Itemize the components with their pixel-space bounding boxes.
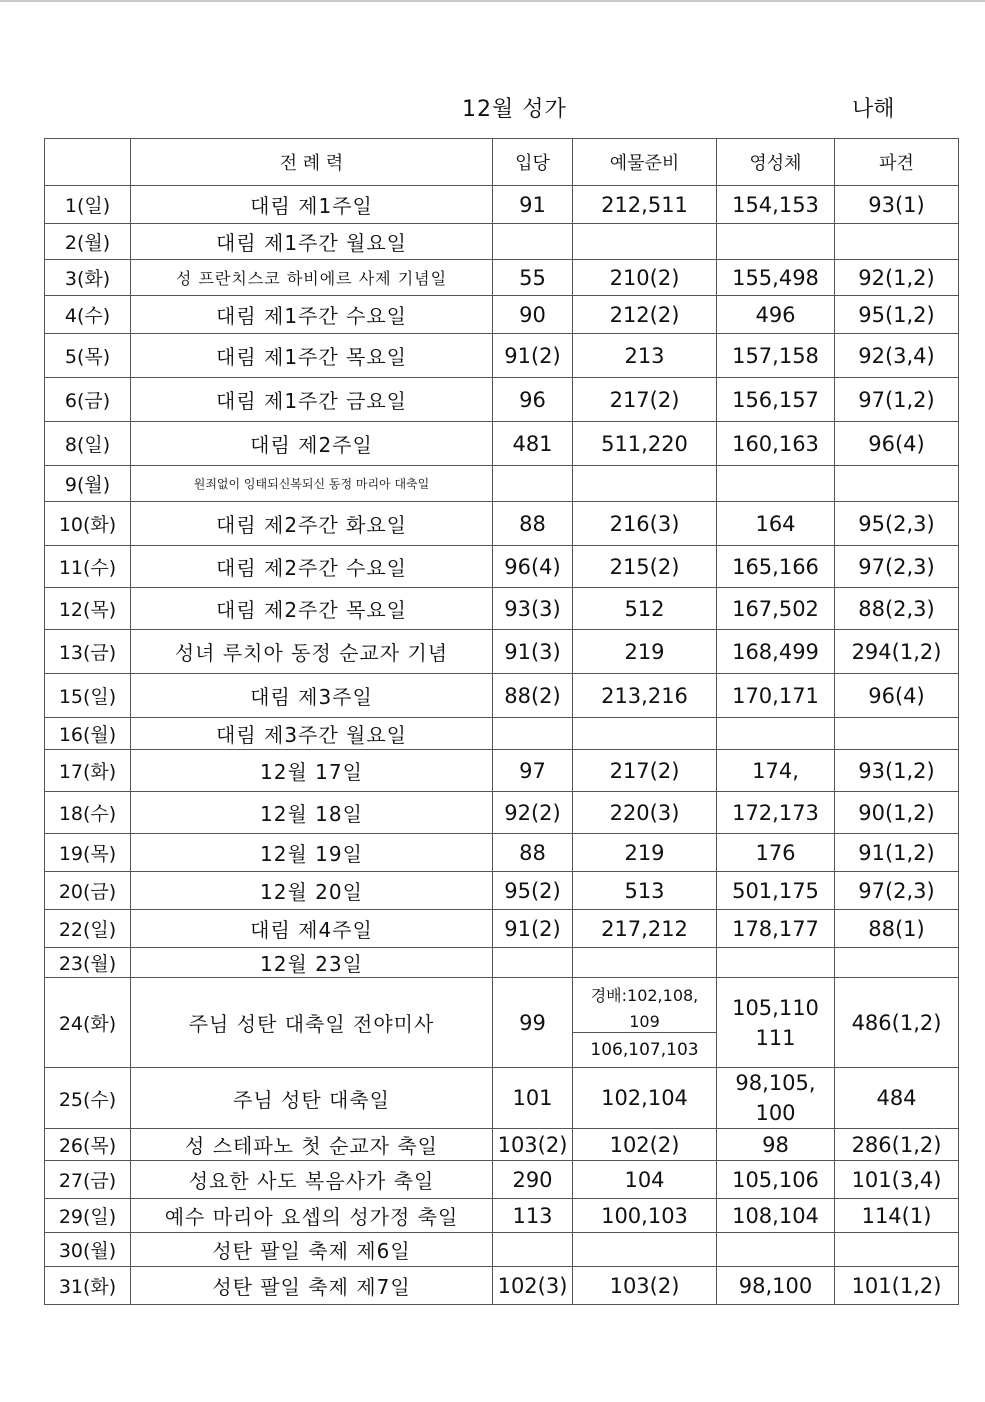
table-row — [45, 1068, 959, 1129]
recessional-cell — [835, 466, 959, 502]
entrance-cell: 101 — [493, 1068, 573, 1129]
offertory-secondary-text: 106,107,103 — [590, 1039, 699, 1060]
liturgy-cell: 12월 18일 — [131, 792, 493, 834]
table-row — [45, 1233, 959, 1267]
liturgy-cell: 성탄 팔일 축제 제6일 — [131, 1233, 493, 1267]
table-row — [45, 978, 959, 1068]
communion-cell — [717, 718, 835, 750]
day-cell: 18(수) — [45, 792, 131, 834]
recessional-cell — [835, 718, 959, 750]
day-cell: 4(수) — [45, 296, 131, 334]
communion-cell — [717, 1233, 835, 1267]
table-row — [45, 630, 959, 674]
recessional-cell: 90(1,2) — [835, 792, 959, 834]
day-cell: 8(일) — [45, 422, 131, 466]
recessional-cell: 93(1) — [835, 186, 959, 224]
day-cell: 29(일) — [45, 1199, 131, 1233]
table-row — [45, 1267, 959, 1305]
offertory-cell: 215(2) — [573, 546, 717, 588]
table-row — [45, 948, 959, 978]
recessional-cell: 96(4) — [835, 674, 959, 718]
offertory-cell — [573, 224, 717, 260]
recessional-cell: 286(1,2) — [835, 1129, 959, 1161]
liturgy-cell: 성요한 사도 복음사가 축일 — [131, 1161, 493, 1199]
entrance-cell: 113 — [493, 1199, 573, 1233]
communion-cell: 105,110 111 — [717, 978, 835, 1068]
recessional-cell: 92(3,4) — [835, 334, 959, 378]
offertory-cell: 220(3) — [573, 792, 717, 834]
day-cell: 2(월) — [45, 224, 131, 260]
liturgy-cell: 대림 제2주간 화요일 — [131, 502, 493, 546]
communion-cell: 496 — [717, 296, 835, 334]
communion-cell: 98 — [717, 1129, 835, 1161]
day-cell: 6(금) — [45, 378, 131, 422]
communion-cell: 160,163 — [717, 422, 835, 466]
offertory-cell: 513 — [573, 872, 717, 910]
offertory-cell: 213,216 — [573, 674, 717, 718]
entrance-cell: 290 — [493, 1161, 573, 1199]
document-author-label: 나해 — [852, 97, 895, 122]
day-cell: 24(화) — [45, 978, 131, 1068]
recessional-cell: 97(2,3) — [835, 872, 959, 910]
liturgy-cell: 주님 성탄 대축일 전야미사 — [131, 978, 493, 1068]
liturgy-cell: 대림 제1주간 수요일 — [131, 296, 493, 334]
day-cell: 22(일) — [45, 910, 131, 948]
liturgy-cell: 12월 20일 — [131, 872, 493, 910]
liturgy-cell: 대림 제3주일 — [131, 674, 493, 718]
page-top-border — [0, 0, 985, 2]
liturgy-cell: 대림 제1주간 월요일 — [131, 224, 493, 260]
entrance-cell: 91(3) — [493, 630, 573, 674]
recessional-cell: 92(1,2) — [835, 260, 959, 296]
table-row — [45, 718, 959, 750]
liturgy-cell: 예수 마리아 요셉의 성가정 축일 — [131, 1199, 493, 1233]
liturgy-cell: 12월 17일 — [131, 750, 493, 792]
liturgy-cell: 대림 제1주일 — [131, 186, 493, 224]
entrance-cell: 96(4) — [493, 546, 573, 588]
recessional-cell: 93(1,2) — [835, 750, 959, 792]
day-cell: 3(화) — [45, 260, 131, 296]
offertory-cell: 102,104 — [573, 1068, 717, 1129]
offertory-cell: 102(2) — [573, 1129, 717, 1161]
communion-cell: 154,153 — [717, 186, 835, 224]
liturgy-cell: 대림 제4주일 — [131, 910, 493, 948]
entrance-cell: 95(2) — [493, 872, 573, 910]
communion-cell: 157,158 — [717, 334, 835, 378]
communion-cell: 165,166 — [717, 546, 835, 588]
table-row — [45, 296, 959, 334]
offertory-cell: 103(2) — [573, 1267, 717, 1305]
offertory-cell: 213 — [573, 334, 717, 378]
recessional-cell: 91(1,2) — [835, 834, 959, 872]
table-row — [45, 674, 959, 718]
liturgy-cell: 대림 제2주간 수요일 — [131, 546, 493, 588]
entrance-cell: 91(2) — [493, 910, 573, 948]
day-cell: 26(목) — [45, 1129, 131, 1161]
entrance-cell: 481 — [493, 422, 573, 466]
communion-cell: 168,499 — [717, 630, 835, 674]
communion-cell — [717, 466, 835, 502]
communion-cell: 178,177 — [717, 910, 835, 948]
offertory-cell: 219 — [573, 630, 717, 674]
communion-cell: 164 — [717, 502, 835, 546]
day-cell: 1(일) — [45, 186, 131, 224]
recessional-cell: 101(3,4) — [835, 1161, 959, 1199]
header-liturgical-calendar: 전 례 력 — [131, 139, 493, 186]
recessional-cell: 101(1,2) — [835, 1267, 959, 1305]
liturgy-cell: 성탄 팔일 축제 제7일 — [131, 1267, 493, 1305]
offertory-cell: 216(3) — [573, 502, 717, 546]
offertory-cell: 212,511 — [573, 186, 717, 224]
table-row — [45, 910, 959, 948]
day-cell: 20(금) — [45, 872, 131, 910]
entrance-cell: 88 — [493, 502, 573, 546]
day-cell: 15(일) — [45, 674, 131, 718]
communion-cell: 98,105, 100 — [717, 1068, 835, 1129]
entrance-cell: 93(3) — [493, 588, 573, 630]
header-recessional: 파견 — [835, 139, 959, 186]
liturgy-cell: 대림 제3주간 월요일 — [131, 718, 493, 750]
table-row — [45, 1161, 959, 1199]
offertory-adoration-text: 경배:102,108, 109 — [573, 979, 716, 1033]
entrance-cell: 96 — [493, 378, 573, 422]
table-row — [45, 260, 959, 296]
communion-cell: 174, — [717, 750, 835, 792]
recessional-cell — [835, 1233, 959, 1267]
day-cell: 13(금) — [45, 630, 131, 674]
recessional-cell: 486(1,2) — [835, 978, 959, 1068]
recessional-cell: 88(2,3) — [835, 588, 959, 630]
offertory-cell: 212(2) — [573, 296, 717, 334]
day-cell: 11(수) — [45, 546, 131, 588]
communion-cell: 155,498 — [717, 260, 835, 296]
recessional-cell: 97(2,3) — [835, 546, 959, 588]
table-row — [45, 224, 959, 260]
entrance-cell: 90 — [493, 296, 573, 334]
communion-cell: 105,106 — [717, 1161, 835, 1199]
table-row — [45, 466, 959, 502]
communion-cell: 170,171 — [717, 674, 835, 718]
liturgy-cell: 대림 제2주일 — [131, 422, 493, 466]
header-entrance: 입당 — [493, 139, 573, 186]
table-row — [45, 588, 959, 630]
entrance-cell — [493, 718, 573, 750]
header-offertory: 예물준비 — [573, 139, 717, 186]
liturgy-cell: 12월 23일 — [131, 948, 493, 978]
recessional-cell — [835, 948, 959, 978]
day-cell: 27(금) — [45, 1161, 131, 1199]
day-cell: 31(화) — [45, 1267, 131, 1305]
hymn-schedule-table — [44, 138, 959, 1305]
recessional-cell: 484 — [835, 1068, 959, 1129]
day-cell: 9(월) — [45, 466, 131, 502]
recessional-cell: 96(4) — [835, 422, 959, 466]
liturgy-cell: 주님 성탄 대축일 — [131, 1068, 493, 1129]
table-row — [45, 546, 959, 588]
table-row — [45, 834, 959, 872]
communion-cell: 156,157 — [717, 378, 835, 422]
communion-cell — [717, 948, 835, 978]
liturgy-cell: 성 스테파노 첫 순교자 축일 — [131, 1129, 493, 1161]
offertory-cell — [573, 948, 717, 978]
day-cell: 17(화) — [45, 750, 131, 792]
day-cell: 12(목) — [45, 588, 131, 630]
table-row — [45, 872, 959, 910]
communion-cell: 167,502 — [717, 588, 835, 630]
liturgy-cell: 성 프란치스코 하비에르 사제 기념일 — [131, 260, 493, 296]
document-title: 12월 성가 — [462, 97, 567, 122]
communion-cell — [717, 224, 835, 260]
communion-cell: 176 — [717, 834, 835, 872]
entrance-cell — [493, 948, 573, 978]
liturgy-cell: 대림 제1주간 금요일 — [131, 378, 493, 422]
entrance-cell: 99 — [493, 978, 573, 1068]
offertory-cell: 219 — [573, 834, 717, 872]
recessional-cell: 95(1,2) — [835, 296, 959, 334]
entrance-cell — [493, 224, 573, 260]
offertory-cell: 511,220 — [573, 422, 717, 466]
offertory-cell: 217(2) — [573, 750, 717, 792]
table-row — [45, 792, 959, 834]
entrance-cell: 91(2) — [493, 334, 573, 378]
table-row — [45, 422, 959, 466]
offertory-cell: 217(2) — [573, 378, 717, 422]
offertory-cell — [573, 1233, 717, 1267]
communion-cell: 172,173 — [717, 792, 835, 834]
liturgy-cell: 성녀 루치아 동정 순교자 기념 — [131, 630, 493, 674]
day-cell: 25(수) — [45, 1068, 131, 1129]
entrance-cell: 103(2) — [493, 1129, 573, 1161]
recessional-cell — [835, 224, 959, 260]
entrance-cell: 88 — [493, 834, 573, 872]
table-row — [45, 502, 959, 546]
liturgy-cell: 대림 제2주간 목요일 — [131, 588, 493, 630]
liturgy-cell: 대림 제1주간 목요일 — [131, 334, 493, 378]
offertory-cell: 217,212 — [573, 910, 717, 948]
communion-cell: 98,100 — [717, 1267, 835, 1305]
table-row — [45, 334, 959, 378]
offertory-cell: 210(2) — [573, 260, 717, 296]
offertory-cell — [573, 978, 717, 1068]
liturgy-cell: 12월 19일 — [131, 834, 493, 872]
table-row — [45, 186, 959, 224]
offertory-cell: 100,103 — [573, 1199, 717, 1233]
offertory-cell — [573, 466, 717, 502]
day-cell: 16(월) — [45, 718, 131, 750]
recessional-cell: 88(1) — [835, 910, 959, 948]
offertory-cell: 512 — [573, 588, 717, 630]
offertory-cell — [573, 718, 717, 750]
header-day — [45, 139, 131, 186]
entrance-cell — [493, 1233, 573, 1267]
recessional-cell: 97(1,2) — [835, 378, 959, 422]
entrance-cell: 55 — [493, 260, 573, 296]
header-communion: 영성체 — [717, 139, 835, 186]
entrance-cell — [493, 466, 573, 502]
communion-cell: 501,175 — [717, 872, 835, 910]
recessional-cell: 114(1) — [835, 1199, 959, 1233]
recessional-cell: 294(1,2) — [835, 630, 959, 674]
entrance-cell: 92(2) — [493, 792, 573, 834]
liturgy-cell: 원죄없이 잉태되신복되신 동정 마리아 대축일 — [131, 466, 493, 502]
table-row — [45, 750, 959, 792]
entrance-cell: 102(3) — [493, 1267, 573, 1305]
entrance-cell: 88(2) — [493, 674, 573, 718]
day-cell: 23(월) — [45, 948, 131, 978]
entrance-cell: 97 — [493, 750, 573, 792]
table-row — [45, 1199, 959, 1233]
table-row — [45, 378, 959, 422]
day-cell: 5(목) — [45, 334, 131, 378]
table-header-row — [45, 139, 959, 186]
day-cell: 30(월) — [45, 1233, 131, 1267]
offertory-cell: 104 — [573, 1161, 717, 1199]
communion-cell: 108,104 — [717, 1199, 835, 1233]
recessional-cell: 95(2,3) — [835, 502, 959, 546]
day-cell: 19(목) — [45, 834, 131, 872]
day-cell: 10(화) — [45, 502, 131, 546]
table-row — [45, 1129, 959, 1161]
entrance-cell: 91 — [493, 186, 573, 224]
